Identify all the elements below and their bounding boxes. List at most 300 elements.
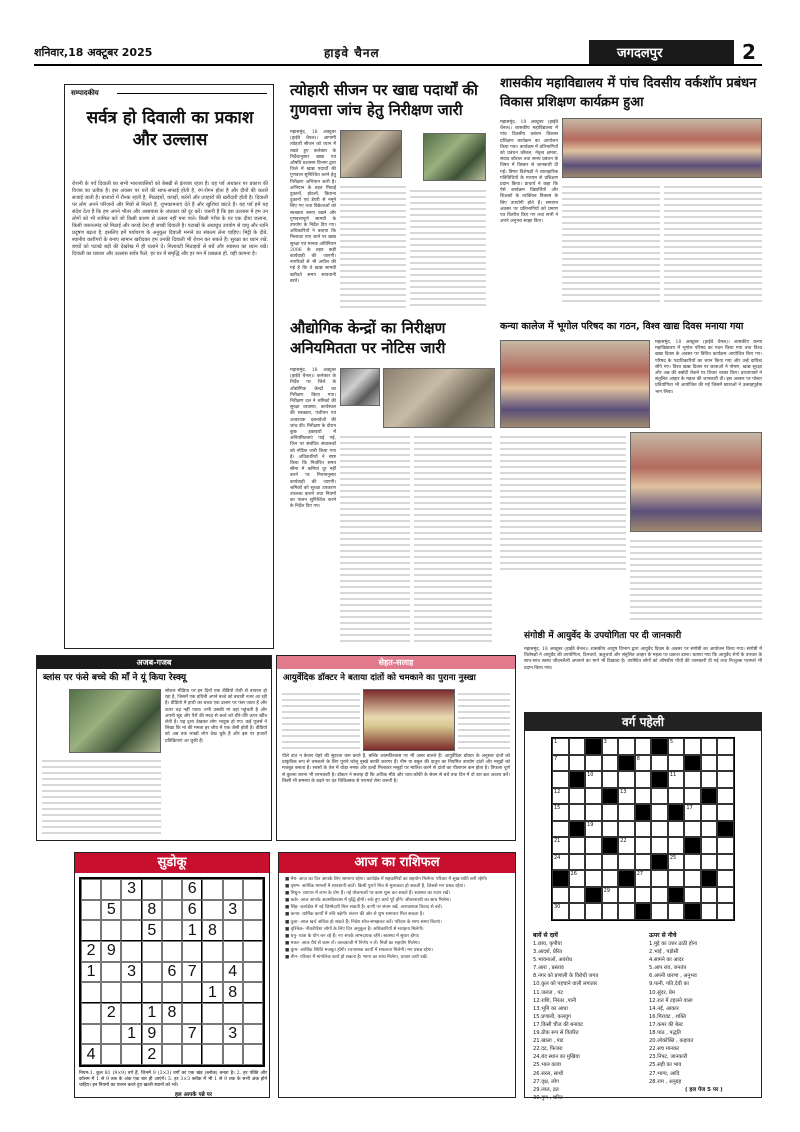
sudoku-cell [202,1003,222,1024]
crossword-cell[interactable] [618,837,635,854]
crossword-cell[interactable] [618,771,635,788]
sudoku-cell [101,982,121,1003]
rashifal-item: ■ कन्या- धार्मिक कार्यों में रुचि बढ़ेगी। संतान की ओर से शुभ समाचार मिल सकता है। [285,912,424,918]
crossword-cell[interactable] [635,854,652,871]
crossword-clue-number: 22 [620,838,627,845]
crossword-clue: 22.सच मानकर [649,1046,680,1053]
story1-photo-1 [340,130,402,178]
crossword-cell[interactable] [651,903,668,920]
crossword-cell[interactable] [552,738,569,755]
sudoku-cell: 8 [162,1003,182,1024]
sudoku-cell [243,962,263,983]
sudoku-cell: 3 [121,962,141,983]
crossword-cell[interactable] [717,755,734,772]
crossword-cell[interactable] [569,870,586,887]
crossword-clue: 27.वृक्ष, लोग [533,1078,559,1085]
crossword-block [701,870,718,887]
crossword-cell[interactable] [552,887,569,904]
crossword-clue: 29.लाल, व्रत [533,1086,559,1093]
crossword-cell[interactable] [552,837,569,854]
crossword-cell[interactable] [602,821,619,838]
crossword-clue: 10.सुंदर, प्रेम [649,989,675,996]
crossword-clue-number: 17 [686,805,693,812]
brand-name: हाइवे चैनल [324,46,380,60]
masthead [34,40,762,66]
crossword-block [668,887,685,904]
sudoku-cell [223,941,243,962]
crossword-clue: 1.छाय, कृपीया [533,941,562,947]
story3-body: महासमुंद, 18 अक्टूबर (हाईवे चैनल)। कलेक्टर के निर्देश पर जिले के औद्योगिक केन्द्रों का निरीक्षण किया गया। निरीक्षण दल ने श्रमिकों की सुरक्षा व्यवस्था, कार्यस्थल की स्वच्छता, पंजीयन एवं आवश्यक दस्तावेजों की जांच की। निरीक्षण के दौरान कुछ इकाइयों में अनियमितताएं पाई गईं, जिन पर संबंधित संचालकों को नोटिस जारी किया गया है। अधिकारियों ने स्पष्ट किया कि निर्धारित समय सीमा में कमियां दूर नहीं करने पर नियमानुसार कार्यवाही की जाएगी। श्रमिकों को सुरक्षा उपकरण उपलब्ध कराने तथा नियमों का पालन सुनिश्चित करने के निर्देश दिए गए। [290,368,337,510]
crossword-block [651,854,668,871]
crossword-clue-number: 21 [554,838,561,845]
rashifal-item: ■ वृश्चिक- नौकरीपेशा लोगों के लिए दिन अनुकूल है। अधिकारियों से सराहना मिलेगी। [285,926,424,932]
kicker-rule [117,93,267,94]
crossword-clue-number: 13 [620,788,627,795]
ajab-tag: अजब-गजब [37,656,271,669]
crossword-cell[interactable] [635,738,652,755]
crossword-clue-number: 10 [587,772,594,779]
sudoku-cell [243,1024,263,1045]
crossword-cell[interactable] [585,788,602,805]
crossword-box [524,712,762,1101]
crossword-block [651,771,668,788]
sudoku-cell: 1 [202,982,222,1003]
crossword-clue: 30.गुण , चरित [533,1094,563,1101]
crossword-cell[interactable] [569,903,586,920]
crossword-cell[interactable] [569,854,586,871]
sudoku-cell [81,920,101,941]
sudoku-cell: 3 [223,900,243,921]
crossword-cell[interactable] [668,738,685,755]
crossword-cell[interactable] [585,804,602,821]
crossword-cell[interactable] [668,771,685,788]
crossword-clue: 27.भाग्य, आदि [649,1070,680,1077]
crossword-cell[interactable] [635,755,652,772]
crossword-cell[interactable] [668,870,685,887]
sudoku-cell [243,879,263,900]
crossword-cell[interactable] [552,788,569,805]
sudoku-cell [243,1003,263,1024]
crossword-cell[interactable] [635,887,652,904]
crossword-cell[interactable] [618,854,635,871]
health-box [276,655,516,841]
story3-photo [340,368,380,406]
sudoku-cell [243,1044,263,1065]
crossword-cell[interactable] [684,854,701,871]
crossword-cell[interactable] [651,804,668,821]
sudoku-cell [202,941,222,962]
crossword-block [701,788,718,805]
crossword-clue-number: 7 [554,755,558,762]
ajab-headline: ब्लांस पर फंसे बच्चे की माँ ने यूं किया रेस्क्यू [43,673,187,683]
crossword-block [602,788,619,805]
crossword-cell[interactable] [585,870,602,887]
crossword-clue: 14.नई, आकार [649,1005,679,1012]
crossword-clue-number: 19 [587,821,594,828]
sudoku-cell [142,962,162,983]
sudoku-cell: 6 [182,900,202,921]
sudoku-cell: 1 [142,1003,162,1024]
crossword-grid [551,737,735,921]
rashifal-item: ■ मीन- परिवार में मांगलिक कार्य हो सकता है। भाग्य का साथ मिलेगा, प्रयास जारी रखें। [285,955,428,961]
crossword-cell[interactable] [684,788,701,805]
crossword-cell[interactable] [602,738,619,755]
sudoku-cell [162,982,182,1003]
crossword-cell[interactable] [717,804,734,821]
sudoku-cell [121,982,141,1003]
crossword-clue: 1.मुद्दे का उत्तर ठाठी होना [649,941,698,947]
crossword-cell[interactable] [569,788,586,805]
across-title: बायें से दायें [533,932,558,939]
crossword-cell[interactable] [618,788,635,805]
city-banner [589,40,734,64]
crossword-cell[interactable] [552,771,569,788]
crossword-cell[interactable] [585,771,602,788]
solution-note: ( हल पेज 5 पर ) [685,1087,723,1093]
sudoku-cell [162,1024,182,1045]
crossword-cell[interactable] [717,738,734,755]
sudoku-cell [202,962,222,983]
crossword-cell[interactable] [602,755,619,772]
crossword-clue: 26.सरल, साथी [533,1070,564,1077]
crossword-cell[interactable] [602,854,619,871]
crossword-cell[interactable] [602,804,619,821]
crossword-clue: 16.गिरावट , शक्ति [649,1013,687,1020]
elephant-photo [69,689,161,753]
story1-headline: त्योहारी सीजन पर खाद्य पदार्थों की गुणवत्ता जांच हेतु निरीक्षण जारी [290,81,478,119]
crossword-clue: 6.अपनी धारणा , अनुभव [649,973,697,980]
crossword-cell[interactable] [684,821,701,838]
sudoku-cell: 6 [162,962,182,983]
crossword-cell[interactable] [585,903,602,920]
crossword-cell[interactable] [651,870,668,887]
crossword-cell[interactable] [618,804,635,821]
crossword-cell[interactable] [552,903,569,920]
story4-body: महासमुंद, 18 अक्टूबर (हाईवे चैनल)। शासकीय कन्या महाविद्यालय में भूगोल परिषद का गठन किया गया तथा विश्व खाद्य दिवस के अवसर पर विविध कार्यक्रम आयोजित किए गए। परिषद के पदाधिकारियों का चयन किया गया और उन्हें दायित्व सौंपे गए। विश्व खाद्य दिवस पर छात्राओं ने पोषण, खाद्य सुरक्षा और अन्न की बर्बादी रोकने पर विचार व्यक्त किए। प्राध्यापकों ने संतुलित आहार के महत्व की जानकारी दी। इस अवसर पर पोस्टर प्रतियोगिता भी आयोजित की गई जिसमें छात्राओं ने उत्साहपूर्वक भाग लिया। [655,340,762,395]
down-title: ऊपर से नीचे [649,932,677,939]
rashifal-title: आज का राशिफल [279,853,515,873]
crossword-cell[interactable] [651,788,668,805]
crossword-cell[interactable] [618,903,635,920]
crossword-cell[interactable] [684,804,701,821]
story1-body-col2 [340,182,406,310]
sudoku-cell [202,900,222,921]
sudoku-cell [142,982,162,1003]
crossword-clue-number: 3 [603,739,607,745]
crossword-block [569,771,586,788]
crossword-cell[interactable] [684,738,701,755]
crossword-cell[interactable] [552,804,569,821]
crossword-clue: 10.कुल को पहचाने वाली लगातार [533,981,598,988]
crossword-cell[interactable] [651,837,668,854]
story3-body-col2 [340,432,410,644]
crossword-cell[interactable] [552,821,569,838]
health-headline: आयुर्वेदिक डॉक्टर ने बताया दांतों को चमकाने का पुराना नुस्खा [283,673,476,683]
sudoku-cell [81,982,101,1003]
crossword-block [684,837,701,854]
story1-body-col3 [410,186,486,310]
crossword-clue-number: 15 [554,805,561,812]
crossword-clue: 25.भाल कावा [533,1062,561,1069]
sudoku-cell: 3 [121,879,141,900]
crossword-clue-number: 11 [669,772,677,779]
crossword-clue: 15.प्रणाली, कलयुग [533,1013,571,1020]
story4-body-col3 [630,536,762,624]
crossword-clue-number: 30 [554,904,561,911]
sudoku-cell [101,879,121,900]
ayush-body: महासमुंद, 18 अक्टूबर (हाईवे चैनल)। शासकीय आयुष विभाग द्वारा आयुर्वेद दिवस के अवसर पर संगोष्ठी का आयोजन किया गया। संगोष्ठी में विशेषज्ञों ने आयुर्वेद की उपयोगिता, दिनचर्या, ऋतुचर्या और संतुलित आहार के महत्व पर प्रकाश डाला। बताया गया कि आयुर्वेद रोगों के उपचार के साथ-साथ स्वस्थ जीवनशैली अपनाने का मार्ग भी दिखाता है। उपस्थित लोगों को औषधीय पौधों की जानकारी दी गई तथा निःशुल्क परामर्श भी प्रदान किया गया। [524,647,762,671]
crossword-cell[interactable] [701,771,718,788]
crossword-clue: 8.नगर को प्रणाली के विरोधी जगत [533,973,599,980]
across-list [533,940,641,1102]
editorial-kicker: सम्पादकीय [71,89,99,97]
rashifal-item: ■ मेष- आज का दिन आपके लिए सामान्य रहेगा। कार्यक्षेत्र में सहकर्मियों का सहयोग मिलेगा। परिवार में सुख-शांति बनी रहेगी। [285,877,488,882]
crossword-block [635,804,652,821]
rashifal-list [285,877,511,1095]
sudoku-cell [101,962,121,983]
crossword-clue: 2.भाई , पड़ोसी [649,949,679,956]
crossword-cell[interactable] [635,788,652,805]
rashifal-item: ■ वृषभ- आर्थिक मामलों में सावधानी बरतें। किसी पुराने मित्र से मुलाकात हो सकती है, जिससे मन प्रसन्न रहेगा। [285,884,465,890]
story3-headline: औद्योगिक केन्द्रों का निरीक्षण अनियमितता पर नोटिस जारी [290,319,446,357]
sudoku-cell [162,1044,182,1065]
crossword-cell[interactable] [602,870,619,887]
crossword-cell[interactable] [569,837,586,854]
crossword-cell[interactable] [651,887,668,904]
crossword-cell[interactable] [701,903,718,920]
crossword-clue: 5.भावनाओं, अवरोध [533,957,573,964]
crossword-clue: 24.बंद स्थान का मुखिया [533,1054,580,1061]
crossword-cell[interactable] [717,870,734,887]
sudoku-cell: 9 [101,941,121,962]
crossword-clue: 5.आप राय, जनतंत्र [649,965,687,972]
crossword-block [668,804,685,821]
story2-body-col2 [562,182,660,304]
crossword-clue: 11.जलज , पट [533,989,563,996]
crossword-clue: 4.सामने का आदर [649,957,684,964]
crossword-cell[interactable] [684,887,701,904]
crossword-block [618,755,635,772]
story4-photo [500,340,650,428]
sudoku-title: सुडोकू [75,853,269,873]
crossword-clue: 12.राशि, निरंतर ,पानी [533,997,577,1004]
crossword-cell[interactable] [684,771,701,788]
crossword-block [651,738,668,755]
editorial-body: रोशनी के पर्व दिवाली का सभी भारतवासियों को बेसब्री से इंतजार रहता है। यह पर्व अंधकार पर प्रकाश की विजय का प्रतीक है। इस अवसर पर घरों की साफ-सफाई होती है, रंग-रोगन होता है और दीपों की कतारें सजाई जाती हैं। बाजारों में रौनक रहती है, मिठाइयों, कपड़ों, बर्तनों और उपहारों की खरीदारी होती है। दिवाली पर लोग अपने परिजनों और मित्रों से मिलते हैं, शुभकामनाएं देते हैं और खुशियां बांटते हैं। यह पर्व हमें यह संदेश देता है कि हम अपने भीतर और आसपास के अंधकार को दूर करें। जरूरी है कि इस उल्लास में हम उन लोगों को भी शामिल करें जो किसी कारण से उत्सव नहीं मना पाते। किसी गरीब के घर एक दीया जलाना, किसी जरूरतमंद को मिठाई और कपड़े देना ही सच्ची दिवाली है। पटाखों के अंधाधुंध उपयोग से वायु और ध्वनि प्रदूषण बढ़ता है, इसलिए हमें पर्यावरण के अनुकूल दिवाली मनाने का संकल्प लेना चाहिए। मिट्टी के दीये, स्थानीय कारीगरों के बनाए सामान खरीदकर हम उनकी दिवाली भी रोशन कर सकते हैं। सुरक्षा का ध्यान रखें, बच्चों को पटाखे बड़ों की देखरेख में ही चलाने दें। मिलावटी मिठाइयों से बचें और स्वास्थ्य का ध्यान रखें। दिवाली का प्रकाश और उल्लास सर्वत्र फैले, हर घर में समृद्धि और हर मन में प्रसन्नता हो, यही कामना है। [72,181,268,257]
crossword-cell[interactable] [701,887,718,904]
sudoku-cell [142,879,162,900]
crossword-cell[interactable] [585,837,602,854]
health-body-col1 [458,689,510,751]
crossword-cell[interactable] [585,821,602,838]
sudoku-cell [223,1044,243,1065]
crossword-clue: 7.आरा , प्रस्ताव [533,965,564,972]
sudoku-cell [121,941,141,962]
crossword-cell[interactable] [552,755,569,772]
sudoku-cell: 9 [142,1024,162,1045]
crossword-cell[interactable] [651,755,668,772]
rashifal-item: ■ धनु- यात्रा के योग बन रहे हैं। नए संपर्क लाभदायक रहेंगे। स्वास्थ्य में सुधार होगा। [285,933,420,939]
rashifal-box [278,852,516,1098]
crossword-cell[interactable] [668,821,685,838]
rashifal-item: ■ मकर- आज धैर्य से काम लें। जल्दबाजी में निर्णय न लें। मित्रों का सहयोग मिलेगा। [285,940,421,946]
crossword-cell[interactable] [585,854,602,871]
crossword-cell[interactable] [618,738,635,755]
ajab-box [36,655,272,841]
crossword-cell[interactable] [569,887,586,904]
crossword-cell[interactable] [552,854,569,871]
crossword-cell[interactable] [651,821,668,838]
sudoku-cell [121,1044,141,1065]
crossword-cell[interactable] [569,738,586,755]
crossword-cell[interactable] [602,903,619,920]
crossword-cell[interactable] [717,788,734,805]
sudoku-cell [162,900,182,921]
sudoku-cell [182,1003,202,1024]
page-number: 2 [742,40,756,64]
crossword-clue: 17.किसी चीज की बनावट [533,1021,583,1028]
crossword-cell[interactable] [602,771,619,788]
crossword-cell[interactable] [635,870,652,887]
crossword-cell[interactable] [717,854,734,871]
story2-body-col3 [664,182,762,304]
crossword-block [552,870,569,887]
crossword-cell[interactable] [569,804,586,821]
crossword-clue-number: 29 [603,887,610,894]
story4-photo-2 [630,432,762,532]
rashifal-item: ■ कुंभ- आर्थिक स्थिति मजबूत होगी। रचनात्मक कार्यों में सफलता मिलेगी। मन प्रसन्न रहेगा। [285,947,434,953]
crossword-clue: 18.पाठ , पद्धति [649,1030,681,1037]
crossword-block [684,903,701,920]
crossword-cell[interactable] [668,837,685,854]
crossword-cell[interactable] [701,804,718,821]
city-name: जगदलपुर [617,46,663,61]
crossword-cell[interactable] [585,755,602,772]
crossword-cell[interactable] [717,887,734,904]
crossword-cell[interactable] [701,821,718,838]
crossword-cell[interactable] [618,821,635,838]
crossword-clue-number: 1 [554,739,558,745]
sudoku-cell [182,1044,202,1065]
sudoku-cell [101,1044,121,1065]
sudoku-cell [121,920,141,941]
sudoku-cell: 1 [182,920,202,941]
crossword-cell[interactable] [635,821,652,838]
sudoku-cell: 5 [142,920,162,941]
health-tag: सेहत-सलाह [277,656,515,669]
sudoku-cell [223,879,243,900]
sudoku-cell [162,920,182,941]
sudoku-cell: 2 [142,1044,162,1065]
health-body-col0 [282,689,360,751]
sudoku-cell [202,1024,222,1045]
crossword-cell[interactable] [668,788,685,805]
rashifal-item: ■ तुला- आज खर्च अधिक हो सकते हैं। निवेश सोच-समझकर करें। परिवार के साथ समय बिताएं। [285,919,442,925]
sudoku-cell [162,879,182,900]
crossword-clue-number: 5 [669,739,673,745]
sudoku-cell: 8 [202,920,222,941]
crossword-block [585,887,602,904]
crossword-cell[interactable] [701,854,718,871]
crossword-clue: 3.आदर्श, प्रेरित [533,949,563,956]
sudoku-cell: 8 [142,900,162,921]
sudoku-cell: 6 [182,879,202,900]
crossword-cell[interactable] [635,771,652,788]
story1-photo-2 [423,133,486,181]
sudoku-cell [243,941,263,962]
sudoku-cell [81,900,101,921]
crossword-cell[interactable] [668,854,685,871]
crossword-cell[interactable] [701,738,718,755]
crossword-cell[interactable] [717,837,734,854]
sudoku-cell: 3 [223,1024,243,1045]
editorial-box [64,84,274,649]
crossword-clue-number: 24 [554,854,561,861]
crossword-clue: 19.ठीक रूप से वितरित [533,1030,579,1037]
down-list [649,940,757,1086]
sudoku-cell [223,1003,243,1024]
story1-body: महासमुंद, 18 अक्टूबर (हाईवे चैनल)। आगामी त्योहारी सीजन को ध्यान में रखते हुए कलेक्टर के निर्देशानुसार खाद्य एवं औषधि प्रशासन विभाग द्वारा जिले में खाद्य पदार्थों की गुणवत्ता सुनिश्चित करने हेतु निरीक्षण अभियान जारी है। अभियान के तहत मिठाई दुकानों, होटलों, किराना दुकानों एवं डेयरी से नमूने लिए गए तथा विक्रेताओं को स्वच्छता बनाए रखने और गुणवत्तापूर्ण सामग्री के उपयोग के निर्देश दिए गए। अधिकारियों ने बताया कि मिलावट पाए जाने पर खाद्य सुरक्षा एवं मानक अधिनियम 2006 के तहत कड़ी कार्यवाही की जाएगी। नागरिकों से भी अपील की गई है कि वे खाद्य सामग्री खरीदते समय सावधानी बरतें। [290,130,336,284]
sudoku-cell [223,920,243,941]
crossword-block [602,837,619,854]
crossword-block [684,755,701,772]
crossword-cell[interactable] [717,771,734,788]
sudoku-tagline: हल आपके पन्ने पर [175,1092,212,1098]
crossword-clue: 20.लोकोक्ति , कहावत [649,1038,694,1045]
crossword-clue: 13.भूमि का आधा [533,1005,568,1012]
sudoku-cell [243,920,263,941]
crossword-cell[interactable] [569,755,586,772]
sudoku-cell [142,941,162,962]
sudoku-cell: 2 [101,1003,121,1024]
crossword-block [717,821,734,838]
crossword-cell[interactable] [635,837,652,854]
sudoku-cell: 2 [81,941,101,962]
sudoku-cell: 5 [101,900,121,921]
crossword-cell[interactable] [668,755,685,772]
sudoku-cell [243,982,263,1003]
crossword-cell[interactable] [602,887,619,904]
sudoku-cell [81,879,101,900]
rashifal-item: ■ मिथुन- व्यापार में लाभ के योग हैं। नई योजनाओं पर काम शुरू कर सकते हैं। स्वास्थ्य का ध्यान रखें। [285,891,451,897]
crossword-cell[interactable] [701,755,718,772]
teeth-photo [363,689,455,751]
crossword-clue: 28.राम , अनुग्रह [649,1078,682,1085]
crossword-cell[interactable] [668,903,685,920]
sudoku-box [74,852,270,1098]
sudoku-cell [101,1024,121,1045]
crossword-clue: 22.दट, फिजरा [533,1046,563,1053]
sudoku-cell [243,900,263,921]
story4-body-col2 [500,432,626,572]
crossword-block [635,903,652,920]
crossword-block [569,821,586,838]
story2-body: महासमुंद, 18 अक्टूबर (हाईवे चैनल)। शासकीय महाविद्यालय में पांच दिवसीय प्रबंधन विकास प्रशिक्षण कार्यक्रम का आयोजन किया गया। कार्यक्रम में प्रतिभागियों को प्रबंधन कौशल, नेतृत्व क्षमता, संवाद कौशल तथा समय प्रबंधन के विषय में विस्तार से जानकारी दी गई। विषय विशेषज्ञों ने व्यावहारिक गतिविधियों के माध्यम से प्रशिक्षण प्रदान किया। प्राचार्य ने कहा कि ऐसे कार्यक्रम विद्यार्थियों और शिक्षकों के व्यक्तित्व विकास के लिए उपयोगी होते हैं। समापन अवसर पर प्रतिभागियों को प्रमाण पत्र वितरित किए गए तथा सभी ने अपने अनुभव साझा किए। [500,120,558,225]
crossword-cell[interactable] [684,870,701,887]
sudoku-cell: 8 [223,982,243,1003]
crossword-cell[interactable] [618,887,635,904]
crossword-cell[interactable] [701,837,718,854]
crossword-cell[interactable] [717,903,734,920]
issue-date: शनिवार,18 अक्टूबर 2025 [34,46,153,59]
crossword-clue: 21.खाला , पाट [533,1038,564,1045]
story2-headline: शासकीय महाविद्यालय में पांच दिवसीय वर्कशॉप प्रबंधन विकास प्रशिक्षण कार्यक्रम हुआ [500,76,757,110]
ajab-body: सोशल मीडिया पर इन दिनों एक वीडियो तेजी से वायरल हो रहा है, जिसमें एक हथिनी अपने बच्चे को बचाती नजर आ रही है। वीडियो में हाथी का बच्चा एक ढलान पर फंस जाता है और ऊपर चढ़ नहीं पाता। तभी उसकी मां वहां पहुंचती है और अपनी सूंड और पैरों की मदद से बच्चे को धीरे-धीरे ऊपर खींच लेती है। यह दृश्य देखकर लोग भावुक हो गए। कई यूजर्स ने लिखा कि मां की ममता हर जीव में एक जैसी होती है। वीडियो को अब तक लाखों लोग देख चुके हैं और इस पर हजारों प्रतिक्रियाएं आ चुकी हैं। [165,689,267,744]
sudoku-cell [202,1044,222,1065]
sudoku-cell: 7 [182,1024,202,1045]
story3-body-col3 [414,432,492,644]
crossword-title: वर्ग पहेली [525,713,761,731]
